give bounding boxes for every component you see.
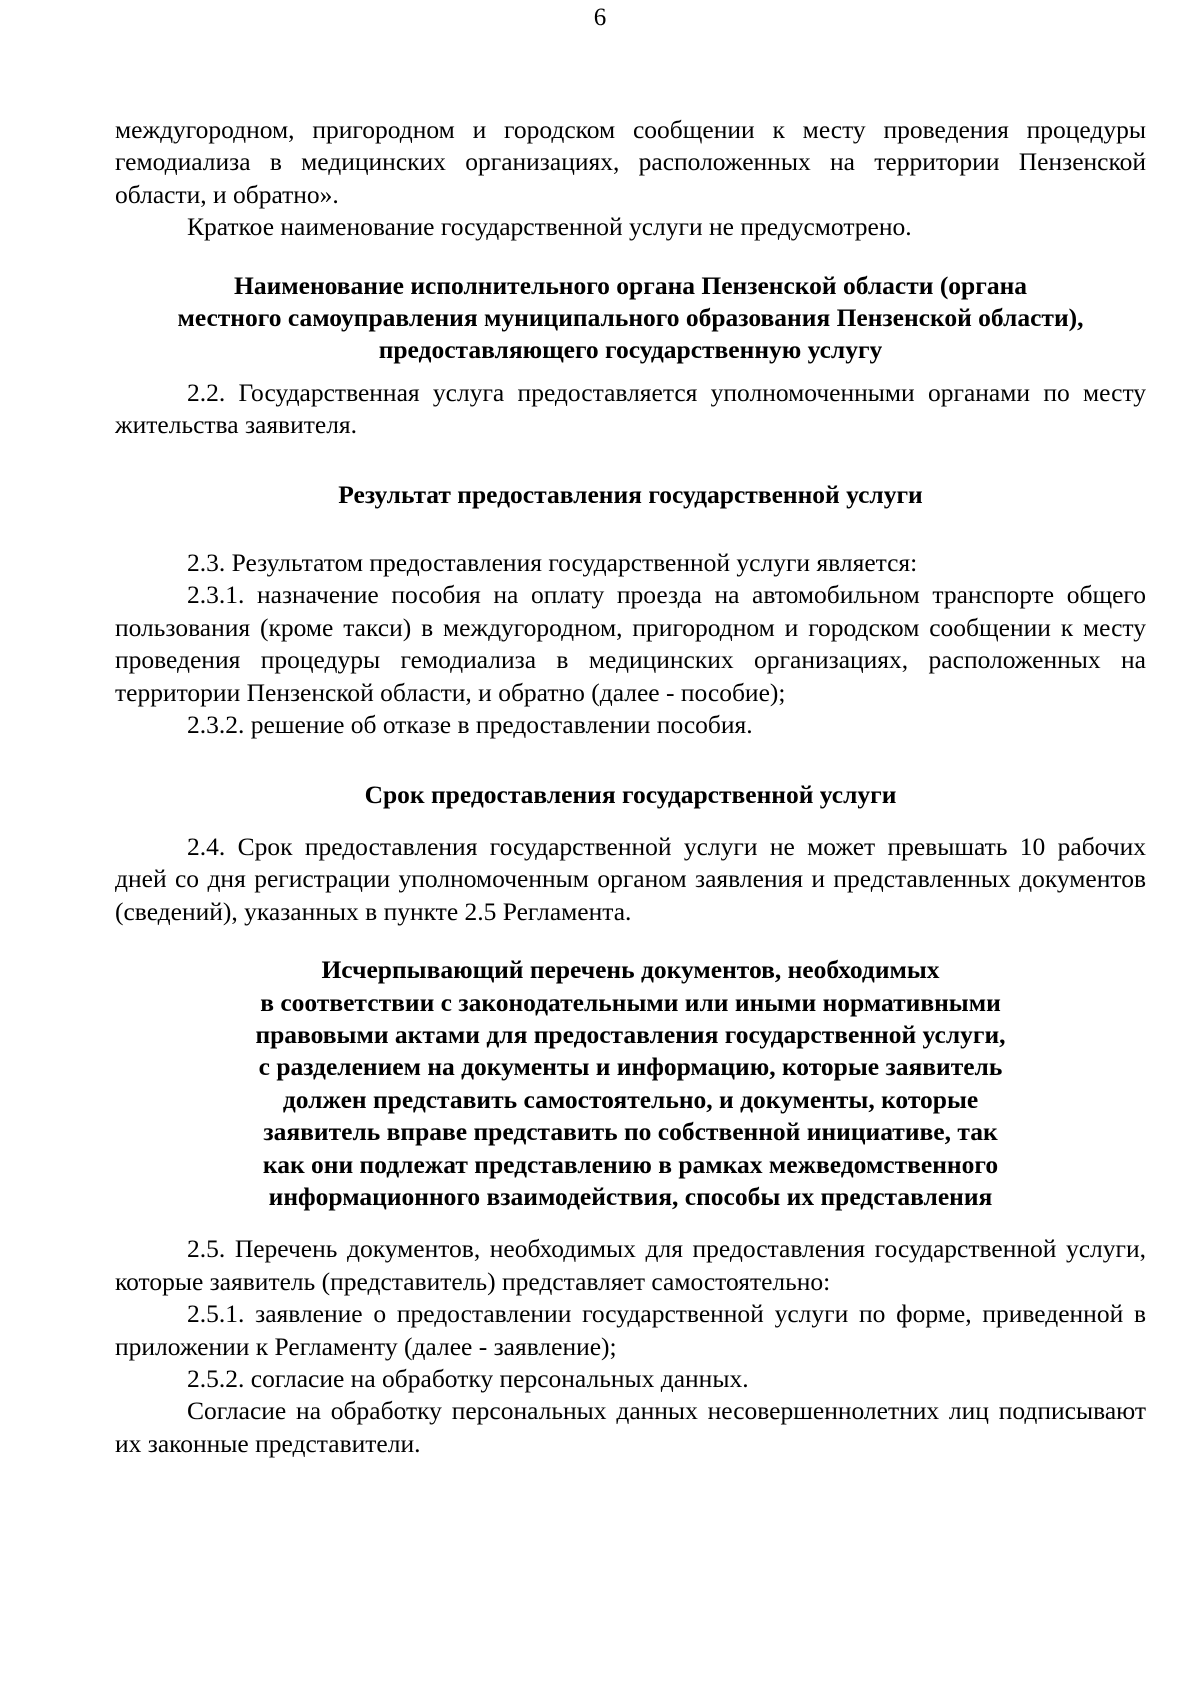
heading-documents-line: информационного взаимодействия, способы их представления	[268, 1181, 993, 1211]
heading-authority-line: предоставляющего государственную услугу	[378, 335, 883, 365]
paragraph-2-5-1: 2.5.1. заявление о предоставлении государственной услуги по форме, приведенной в приложении к Регламенту (далее - заявление);	[115, 1299, 1146, 1361]
paragraph-2-5-2: 2.5.2. согласие на обработку персональных данных.	[187, 1364, 749, 1393]
heading-documents-line: должен представить самостоятельно, и документы, которые	[282, 1084, 979, 1114]
paragraph-2-3-2: 2.3.2. решение об отказе в предоставлении пособия.	[187, 710, 753, 740]
heading-documents-line: заявитель вправе представить по собственной инициативе, так	[263, 1117, 998, 1147]
paragraph-2-4: 2.4. Срок предоставления государственной услуги не может превышать 10 рабочих дней со дня регистрации уполномоченным органом заявления и представленных документов (сведений), указанных в пункте 2.5 Регламента.	[115, 831, 1146, 926]
heading-documents-line: в соответствии с законодательными или иными нормативными	[260, 987, 1001, 1017]
heading-documents	[115, 954, 1146, 1213]
page-number: 6	[593, 4, 607, 31]
heading-documents-line: Исчерпывающий перечень документов, необходимых	[321, 955, 940, 985]
heading-authority	[115, 270, 1146, 367]
paragraph-2-5: 2.5. Перечень документов, необходимых для предоставления государственной услуги, которые заявитель (представитель) представляет самостоятельно:	[115, 1234, 1146, 1296]
paragraph-consent: Согласие на обработку персональных данных несовершеннолетних лиц подписывают их законные представители.	[115, 1396, 1146, 1458]
paragraph-2-3-1: 2.3.1. назначение пособия на оплату проезда на автомобильном транспорте общего пользования (кроме такси) в междугородном, пригородном и городском сообщении к месту проведения процедуры гемодиализа в медицинских организациях, расположенных на территории Пензенской области, и обратно (далее - пособие);	[115, 580, 1146, 707]
paragraph-short-name: Краткое наименование государственной услуги не предусмотрено.	[187, 212, 912, 242]
document-body	[115, 114, 1146, 1460]
heading-documents-line: с разделением на документы и информацию, которые заявитель	[258, 1052, 1003, 1082]
paragraph-intro-continuation: междугородном, пригородном и городском сообщении к месту проведения процедуры гемодиализа в медицинских организациях, расположенных на территории Пензенской области, и обратно».	[115, 115, 1146, 209]
heading-documents-line: правовыми актами для предоставления государственной услуги,	[255, 1019, 1006, 1049]
heading-authority-line: Наименование исполнительного органа Пензенской области (органа	[233, 270, 1028, 300]
heading-documents-line: как они подлежат представлению в рамках межведомственного	[262, 1149, 999, 1179]
heading-term: Срок предоставления государственной услуги	[364, 779, 897, 809]
heading-result: Результат предоставления государственной услуги	[338, 479, 923, 509]
paragraph-2-3: 2.3. Результатом предоставления государственной услуги является:	[187, 548, 918, 578]
heading-authority-line: местного самоуправления муниципального образования Пензенской области),	[177, 303, 1084, 333]
paragraph-2-2: 2.2. Государственная услуга предоставляется уполномоченными органами по месту жительства заявителя.	[115, 377, 1146, 440]
